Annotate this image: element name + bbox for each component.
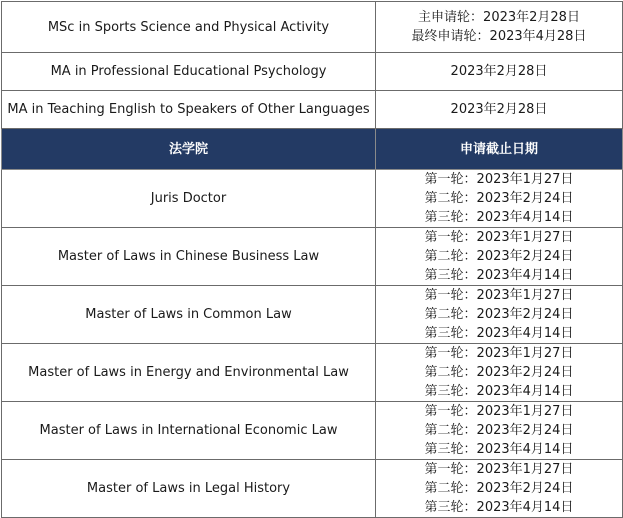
table-row (2, 460, 623, 518)
table-row (2, 344, 623, 402)
deadline-cell (376, 170, 623, 228)
program-name: Master of Laws in Common Law (2, 286, 376, 344)
deadline-line: 第三轮：2023年4月14日 (424, 326, 574, 341)
deadline-line: 第一轮：2023年1月27日 (424, 346, 574, 361)
deadline-column-header: 申请截止日期 (376, 129, 623, 170)
deadline-cell (376, 460, 623, 518)
table-row (2, 170, 623, 228)
table-row (2, 286, 623, 344)
program-name: Master of Laws in Energy and Environmental Law (2, 344, 376, 402)
deadline-line: 第一轮：2023年1月27日 (424, 404, 574, 419)
deadline-line: 第三轮：2023年4月14日 (424, 268, 574, 283)
deadline-line: 2023年2月28日 (450, 102, 548, 117)
deadline-line: 第一轮：2023年1月27日 (424, 462, 574, 477)
deadline-line: 最终申请轮：2023年4月28日 (411, 29, 587, 44)
program-name: MA in Professional Educational Psychology (2, 53, 376, 91)
deadline-table (1, 1, 623, 518)
deadline-line: 第二轮：2023年2月24日 (424, 423, 574, 438)
deadline-line: 第一轮：2023年1月27日 (424, 172, 574, 187)
deadline-line: 第二轮：2023年2月24日 (424, 191, 574, 206)
faculty-header: 法学院 (2, 129, 376, 170)
table-row (2, 91, 623, 129)
section-header-row (2, 129, 623, 170)
deadline-line: 第三轮：2023年4月14日 (424, 384, 574, 399)
deadline-cell (376, 228, 623, 286)
program-name: MA in Teaching English to Speakers of Other Languages (2, 91, 376, 129)
program-name: Master of Laws in Chinese Business Law (2, 228, 376, 286)
deadline-line: 2023年2月28日 (450, 64, 548, 79)
deadline-line: 第二轮：2023年2月24日 (424, 307, 574, 322)
deadline-line: 第三轮：2023年4月14日 (424, 442, 574, 457)
deadline-cell (376, 402, 623, 460)
deadline-cell (376, 2, 623, 53)
deadline-line: 第二轮：2023年2月24日 (424, 365, 574, 380)
deadline-line: 第三轮：2023年4月14日 (424, 500, 574, 515)
table-row (2, 228, 623, 286)
table-row (2, 53, 623, 91)
deadline-line: 第一轮：2023年1月27日 (424, 288, 574, 303)
program-name: Master of Laws in International Economic Law (2, 402, 376, 460)
deadline-cell (376, 53, 623, 91)
program-name: Juris Doctor (2, 170, 376, 228)
program-name: Master of Laws in Legal History (2, 460, 376, 518)
table-row (2, 2, 623, 53)
program-name: MSc in Sports Science and Physical Activity (2, 2, 376, 53)
deadline-line: 第一轮：2023年1月27日 (424, 230, 574, 245)
deadline-cell (376, 286, 623, 344)
deadline-line: 第三轮：2023年4月14日 (424, 210, 574, 225)
deadline-line: 第二轮：2023年2月24日 (424, 481, 574, 496)
deadline-line: 第二轮：2023年2月24日 (424, 249, 574, 264)
deadline-line: 主申请轮：2023年2月28日 (418, 10, 580, 25)
deadline-cell (376, 91, 623, 129)
deadline-cell (376, 344, 623, 402)
table-row (2, 402, 623, 460)
